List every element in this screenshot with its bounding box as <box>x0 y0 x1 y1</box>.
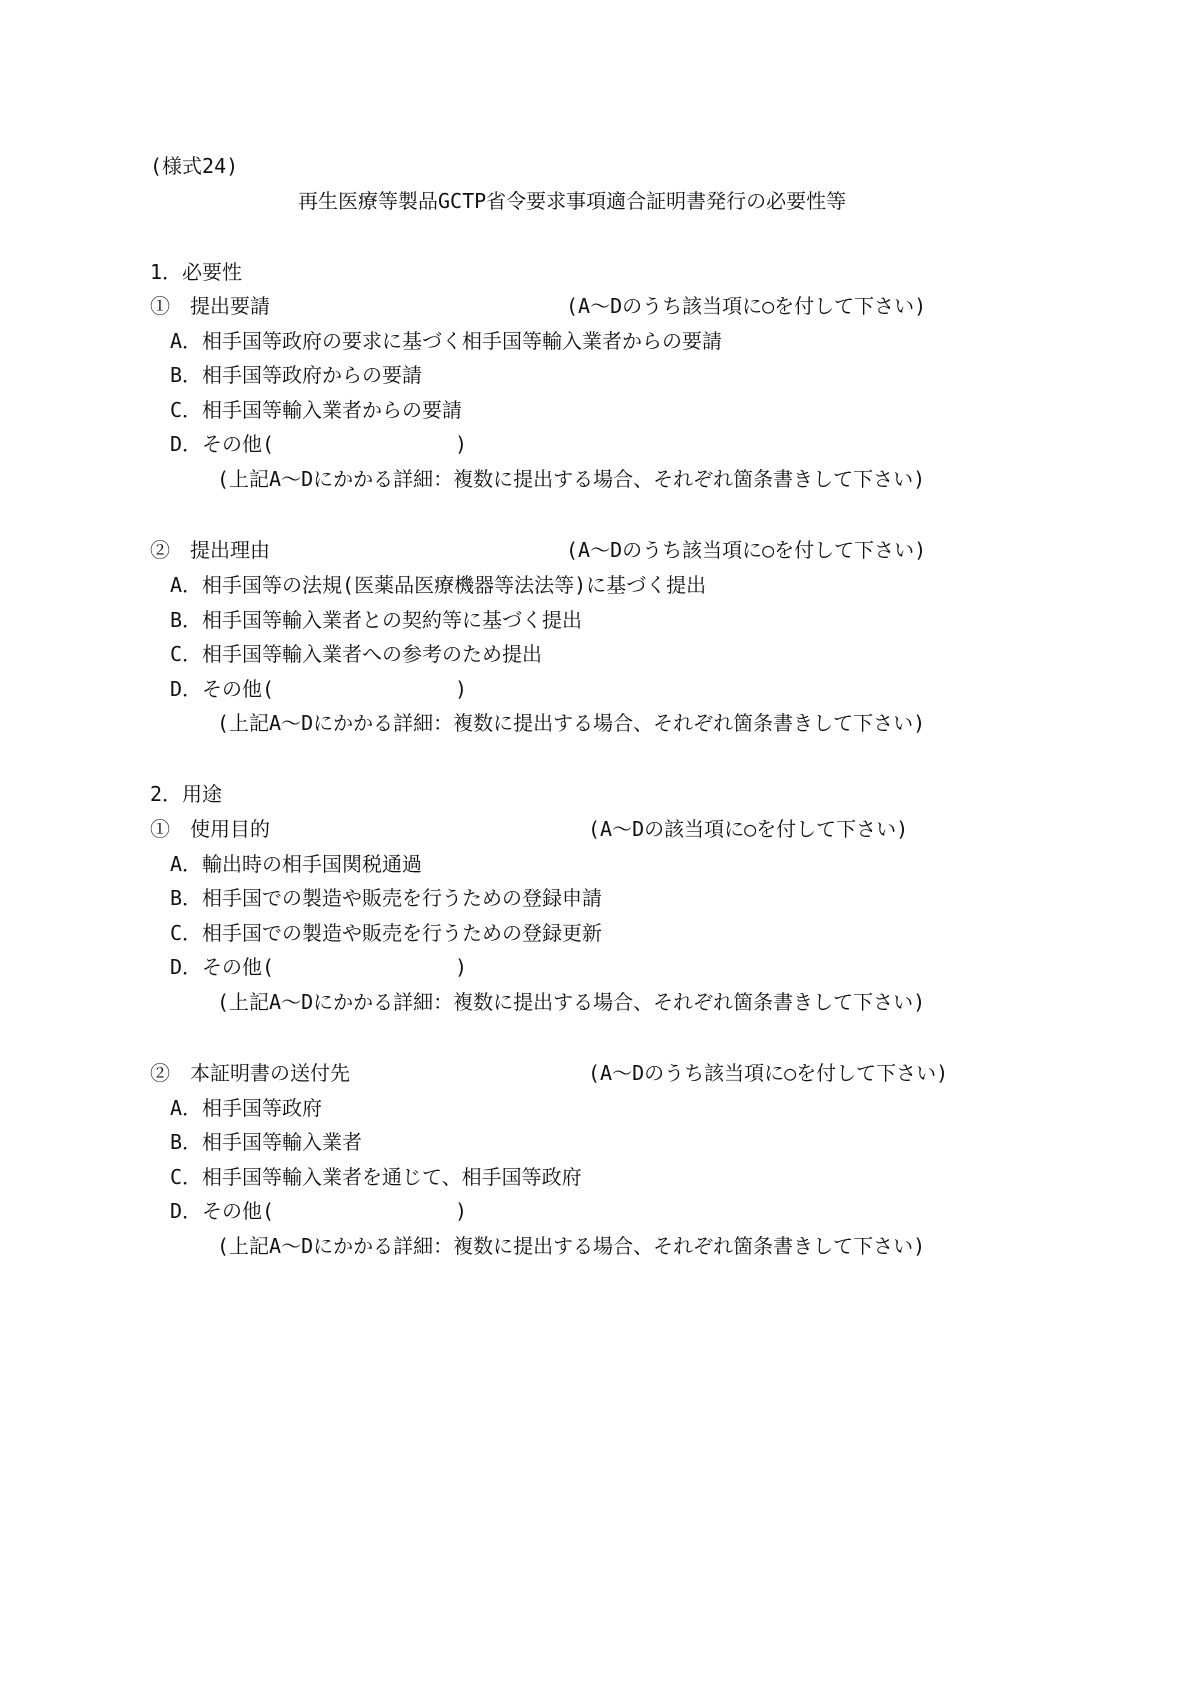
s2-q2-option-d-close-paren: ) <box>455 1199 468 1223</box>
s1-q2-detail-note: (上記A～Dにかかる詳細：複数に提出する場合、それぞれ箇条書きして下さい) <box>217 711 926 735</box>
s1-q2-instruction: (A～Dのうち該当項に○を付して下さい) <box>566 538 927 562</box>
s1-q1-option-c[interactable]: C．相手国等輸入業者からの要請 <box>170 398 463 422</box>
s1-q1-heading: ① 提出要請 <box>150 294 270 318</box>
s1-q1-instruction: (A～Dのうち該当項に○を付して下さい) <box>566 294 927 318</box>
s2-q2-heading: ② 本証明書の送付先 <box>150 1061 350 1085</box>
s2-q2-instruction: (A～Dのうち該当項に○を付して下さい) <box>588 1061 949 1085</box>
s2-q2-option-b[interactable]: B．相手国等輸入業者 <box>170 1130 363 1154</box>
s2-q2-detail-note: (上記A～Dにかかる詳細：複数に提出する場合、それぞれ箇条書きして下さい) <box>217 1234 926 1258</box>
s1-q1-option-b[interactable]: B．相手国等政府からの要請 <box>170 363 423 387</box>
s1-q1-option-a[interactable]: A．相手国等政府の要求に基づく相手国等輸入業者からの要請 <box>170 329 723 353</box>
s1-q1-option-d-close-paren: ) <box>455 432 468 456</box>
s2-q2-option-c[interactable]: C．相手国等輸入業者を通じて、相手国等政府 <box>170 1165 582 1189</box>
section-2-heading: 2．用途 <box>150 782 223 806</box>
section-1-heading: 1．必要性 <box>150 260 243 284</box>
s1-q2-option-b[interactable]: B．相手国等輸入業者との契約等に基づく提出 <box>170 608 583 632</box>
form-number: (様式24) <box>150 154 239 178</box>
s1-q2-option-d[interactable]: D．その他( <box>170 677 275 701</box>
s2-q1-option-d[interactable]: D．その他( <box>170 955 275 979</box>
s1-q1-option-d[interactable]: D．その他( <box>170 432 275 456</box>
s2-q1-option-b[interactable]: B．相手国での製造や販売を行うための登録申請 <box>170 886 603 910</box>
s1-q2-heading: ② 提出理由 <box>150 538 270 562</box>
s2-q2-option-a[interactable]: A．相手国等政府 <box>170 1096 323 1120</box>
s2-q1-option-c[interactable]: C．相手国での製造や販売を行うための登録更新 <box>170 921 603 945</box>
s2-q1-heading: ① 使用目的 <box>150 817 270 841</box>
s2-q1-detail-note: (上記A～Dにかかる詳細：複数に提出する場合、それぞれ箇条書きして下さい) <box>217 990 926 1014</box>
s1-q2-option-a[interactable]: A．相手国等の法規(医薬品医療機器等法法等)に基づく提出 <box>170 573 707 597</box>
s1-q2-option-c[interactable]: C．相手国等輸入業者への参考のため提出 <box>170 642 543 666</box>
document-title: 再生医療等製品GCTP省令要求事項適合証明書発行の必要性等 <box>298 189 847 213</box>
s2-q1-instruction: (A～Dの該当項に○を付して下さい) <box>588 817 909 841</box>
s2-q2-option-d[interactable]: D．その他( <box>170 1199 275 1223</box>
s2-q1-option-d-close-paren: ) <box>455 955 468 979</box>
s1-q1-detail-note: (上記A～Dにかかる詳細：複数に提出する場合、それぞれ箇条書きして下さい) <box>217 467 926 491</box>
s1-q2-option-d-close-paren: ) <box>455 677 468 701</box>
s2-q1-option-a[interactable]: A．輸出時の相手国関税通過 <box>170 852 423 876</box>
